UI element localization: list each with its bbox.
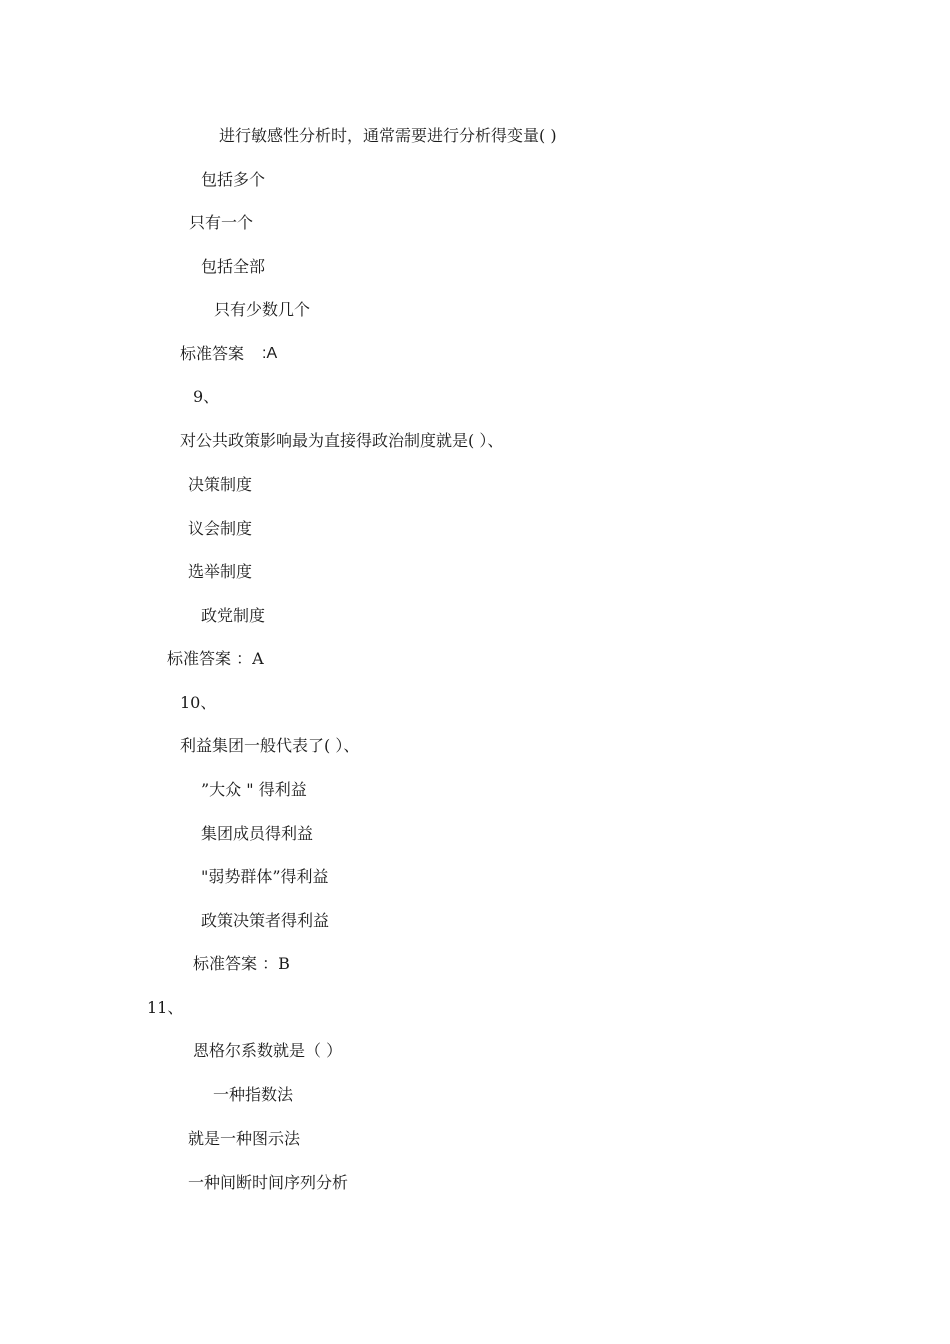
q8-option-c: 包括全部	[201, 257, 266, 276]
q8-option-b: 只有一个	[189, 213, 254, 232]
q10-option-a: ”大众 " 得利益	[201, 780, 307, 799]
q10-question: 利益集团一般代表了( ）、	[180, 736, 360, 755]
q11-option-b: 就是一种图示法	[188, 1129, 301, 1148]
q9-option-c: 选举制度	[188, 562, 253, 581]
q9-option-b: 议会制度	[188, 519, 253, 538]
q8-option-a: 包括多个	[201, 170, 266, 189]
q11-option-c: 一种间断时间序列分析	[188, 1173, 349, 1192]
q9-question: 对公共政策影响最为直接得政治制度就是( ）、	[180, 431, 504, 450]
q11-option-a: 一种指数法	[213, 1085, 294, 1104]
q8-answer-label: 标准答案	[180, 344, 245, 363]
q10-option-b: 集团成员得利益	[201, 824, 314, 843]
q8-answer-value: :A	[262, 345, 278, 362]
q8-question: 进行敏感性分析时，通常需要进行分析得变量( )	[219, 126, 557, 145]
q10-answer: 标准答案 ：B	[193, 954, 290, 973]
q10-option-c: "弱势群体”得利益	[201, 867, 329, 886]
q9-number: 9、	[193, 387, 220, 406]
q11-number: 11、	[147, 998, 184, 1017]
q11-question: 恩格尔系数就是（ ）	[193, 1041, 343, 1060]
q9-answer: 标准答案 ：A	[167, 649, 264, 668]
q9-option-d: 政党制度	[201, 606, 266, 625]
q10-option-d: 政策决策者得利益	[201, 911, 330, 930]
q10-number: 10、	[180, 693, 217, 712]
q9-option-a: 决策制度	[188, 475, 253, 494]
q8-option-d: 只有少数几个	[214, 300, 311, 319]
